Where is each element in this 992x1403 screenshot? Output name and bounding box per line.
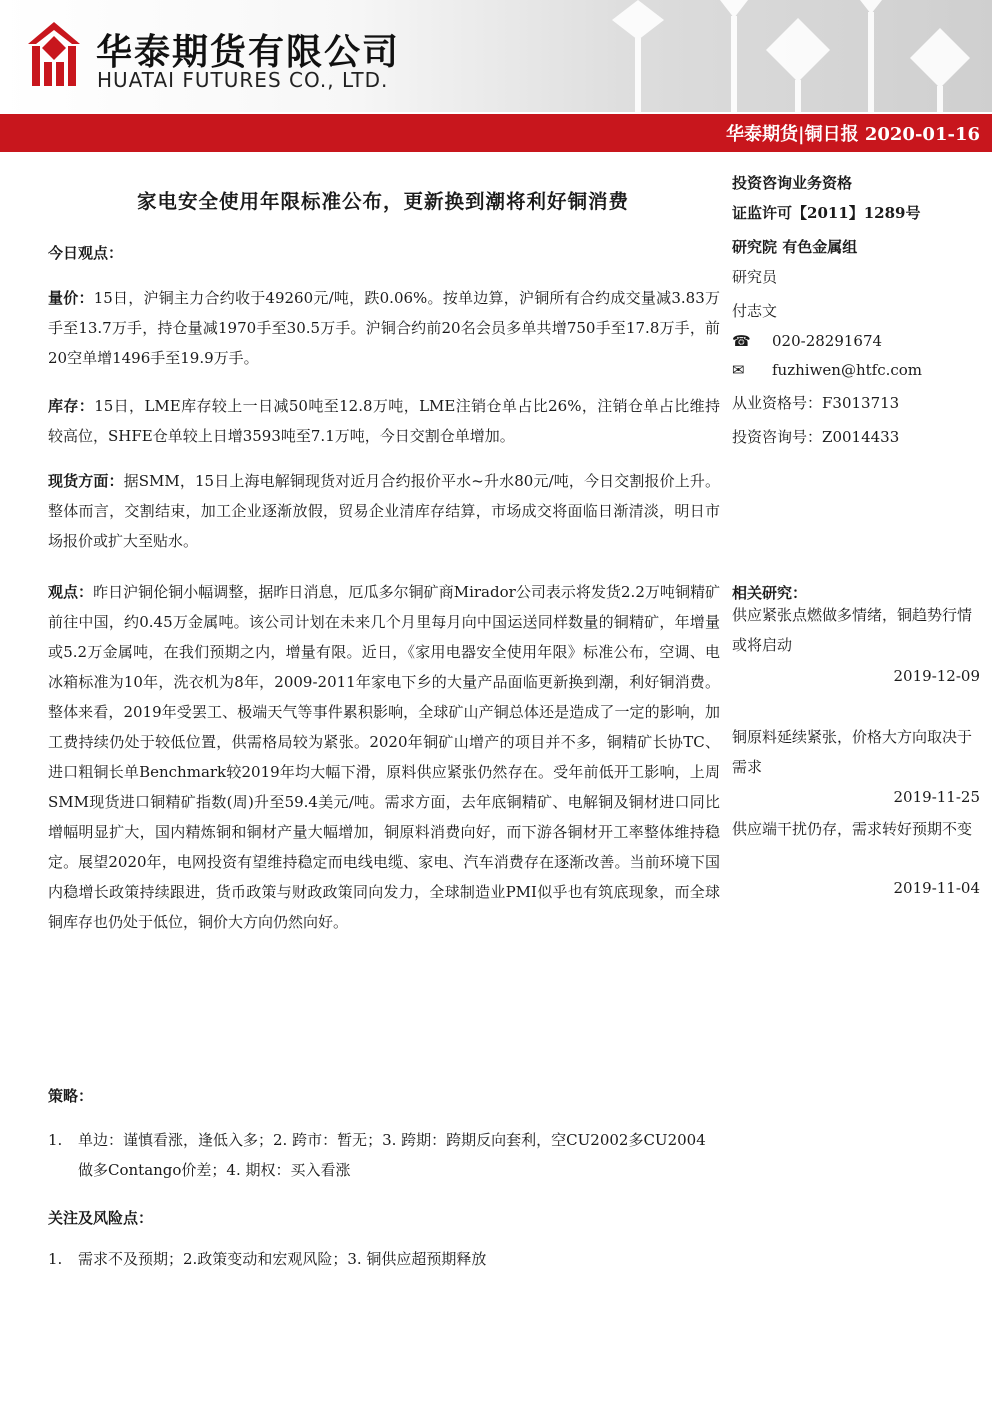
advisory-number: Z0014433 [822,428,900,446]
section-inventory [48,391,720,451]
strategy-heading: 策略： [48,1087,94,1105]
cert-number: F3013713 [822,394,900,412]
company-name-en: HUATAI FUTURES CO., LTD. [97,68,389,92]
analyst-role: 研究员 [732,268,778,286]
phone-number: 020-28291674 [772,332,883,350]
section-text: 15日，LME库存较上一日减50吨至12.8万吨，LME注销仓单占比26%，注销仓单占比维持较高位，SHFE仓单较上日增3593吨至7.1万吨，今日交割仓单增加。 [48,397,720,445]
strategy-item [48,1125,720,1179]
section-text: 15日，沪铜主力合约收于49260元/吨，跌0.06%。按单边算，沪铜所有合约成交量减3.83万手至13.7万手，持仓量减1970手至30.5万手。沪铜合约前20名会员多单共增750手至17.8万手，前20空单增1496手至19.9万手。 [48,289,720,367]
list-number: 1. [48,1131,63,1149]
section-label: 库存： [48,397,95,415]
section-viewpoint [48,577,720,937]
header-decoration [560,0,992,112]
related-research-heading: 相关研究： [732,584,808,602]
section-label: 现货方面： [48,472,124,490]
related-item-title[interactable]: 供应紧张点燃做多情绪，铜趋势行情或将启动 [732,606,973,654]
company-logo-icon [28,22,80,90]
section-price-volume [48,283,720,373]
related-item-title[interactable]: 铜原料延续紧张，价格大方向取决于需求 [732,728,973,776]
company-name-cn: 华泰期货有限公司 [96,32,401,73]
phone-icon: ☎ [732,332,751,350]
advisory-label: 投资咨询号： [732,428,823,446]
phone-line [732,332,882,350]
report-title: 家电安全使用年限标准公布，更新换到潮将利好铜消费 [136,190,629,213]
license-number: 证监许可【2011】1289号 [732,204,921,222]
today-view-heading: 今日观点： [48,244,124,262]
advisory-line [732,426,899,447]
report-banner [0,114,992,152]
section-spot [48,466,720,556]
related-item-title[interactable]: 供应端干扰仍存，需求转好预期不变 [732,820,973,838]
list-number: 1. [48,1250,63,1268]
email-address[interactable]: fuzhiwen@htfc.com [772,361,923,379]
analyst-name: 付志文 [732,302,778,320]
list-text: 单边：谨慎看涨，逢低入多；2. 跨市：暂无；3. 跨期：跨期反向套利，空CU2002多CU2004做多Contango价差；4. 期权：买入看涨 [78,1131,706,1179]
mail-icon: ✉ [732,361,745,379]
section-label: 观点： [48,583,94,601]
cert-label: 从业资格号： [732,394,823,412]
cert-line [732,392,899,413]
report-type-date: 华泰期货|铜日报 2020-01-16 [726,124,980,145]
related-item-date: 2019-11-25 [893,788,980,806]
qualification-title: 投资咨询业务资格 [732,174,853,192]
email-line [732,361,922,379]
page-header [0,0,992,112]
department: 研究院 有色金属组 [732,238,858,256]
section-label: 量价： [48,289,94,307]
risk-item [48,1244,720,1274]
risk-heading: 关注及风险点： [48,1209,154,1227]
section-text: 昨日沪铜伦铜小幅调整，据昨日消息，厄瓜多尔铜矿商Mirador公司表示将发货2.2万吨铜精矿前往中国，约0.45万金属吨。该公司计划在未来几个月里每月向中国运送同样数量的铜精矿，年增量或5.2万金属吨，在我们预期之内，增量有限。近日，《家用电器安全使用年限》标准公布，空调、电冰箱标准为10年，洗衣机为8年，2009-2011年家电下乡的大量产品面临更新换到潮，利好铜消费。整体来看，2019年受罢工、极端天气等事件累积影响，全球矿山产铜总体还是造成了一定的影响，加工费持续仍处于较低位置，供需格局较为紧张。2020年铜矿山增产的项目并不多，铜精矿长协TC、进口粗铜长单Benchmark较2019年均大幅下滑，原料供应紧张仍然存在。受年前低开工影响，上周SMM现货进口铜精矿指数(周)升至59.4美元/吨。需求方面，去年底铜精矿、电解铜及铜材进口同比增幅明显扩大，国内精炼铜和铜材产量大幅增加，铜原料消费向好，而下游各铜材开工率整体维持稳定。展望2020年，电网投资有望维持稳定而电线电缆、家电、汽车消费存在逐渐改善。当前环境下国内稳增长政策持续跟进，货币政策与财政政策同向发力，全球制造业PMI似乎也有筑底现象，而全球铜库存也仍处于低位，铜价大方向仍然向好。 [48,583,720,931]
related-item-date: 2019-12-09 [893,667,980,685]
related-item-date: 2019-11-04 [893,879,980,897]
section-text: 据SMM，15日上海电解铜现货对近月合约报价平水~升水80元/吨，今日交割报价上升。整体而言，交割结束，加工企业逐渐放假，贸易企业清库存结算，市场成交将面临日渐清淡，明日市场报价或扩大至贴水。 [48,472,720,550]
list-text: 需求不及预期；2.政策变动和宏观风险；3. 铜供应超预期释放 [78,1250,487,1268]
